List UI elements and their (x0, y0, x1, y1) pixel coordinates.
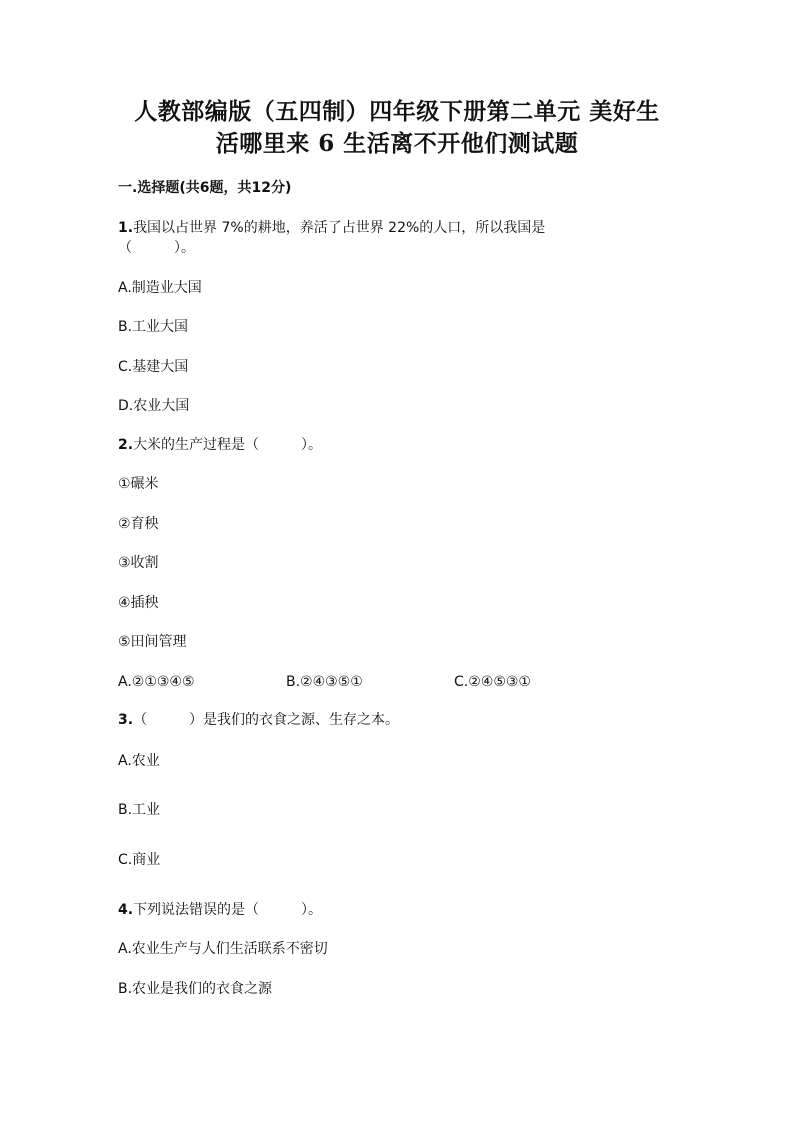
question-1-stem-text: 我国以占世界 7%的耕地，养活了占世界 22%的人口，所以我国是 (133, 220, 546, 236)
question-2-options-row (118, 672, 678, 692)
question-1-option-d: D.农业大国 (118, 398, 190, 414)
document-title-line-1: 人教部编版（五四制）四年级下册第二单元 美好生 (134, 98, 660, 125)
question-2-stem (118, 435, 322, 455)
question-4-option-a: A.农业生产与人们生活联系不密切 (118, 941, 328, 957)
question-3-stem-text: （ ）是我们的衣食之源、生存之本。 (133, 712, 400, 728)
question-2-option-a: A.②①③④⑤ (118, 674, 195, 690)
question-2-option-c: C.②④⑤③① (454, 674, 531, 690)
question-1-option-b: B.工业大国 (118, 319, 189, 335)
question-3-option-c: C.商业 (118, 852, 161, 868)
question-3-stem (118, 710, 399, 730)
question-1-number: 1. (118, 220, 134, 236)
section-heading: 一.选择题(共6题，共12分) (118, 180, 292, 196)
question-2-step-4: ④插秧 (118, 595, 159, 611)
question-2-step-1: ①碾米 (118, 476, 159, 492)
question-3-option-a: A.农业 (118, 753, 160, 769)
question-2-stem-text: 大米的生产过程是（ ）。 (133, 437, 323, 453)
question-4-stem-text: 下列说法错误的是（ ）。 (133, 902, 323, 918)
question-2-step-5: ⑤田间管理 (118, 634, 187, 650)
question-2-option-b: B.②④③⑤① (286, 674, 363, 690)
question-2-step-3: ③收割 (118, 555, 159, 571)
document-title-line-2: 活哪里来 6 生活离不开他们测试题 (215, 130, 579, 157)
question-1-option-c: C.基建大国 (118, 359, 189, 375)
question-4-number: 4. (118, 902, 134, 918)
question-1-stem-line-1 (118, 218, 545, 238)
question-1-stem-line-2: （ ）。 (118, 240, 195, 256)
question-1-option-a: A.制造业大国 (118, 280, 202, 296)
question-4-stem (118, 900, 322, 920)
question-3-option-b: B.工业 (118, 802, 161, 818)
question-3-number: 3. (118, 712, 134, 728)
question-2-number: 2. (118, 437, 134, 453)
question-2-step-2: ②育秧 (118, 516, 159, 532)
question-4-option-b: B.农业是我们的衣食之源 (118, 981, 273, 997)
